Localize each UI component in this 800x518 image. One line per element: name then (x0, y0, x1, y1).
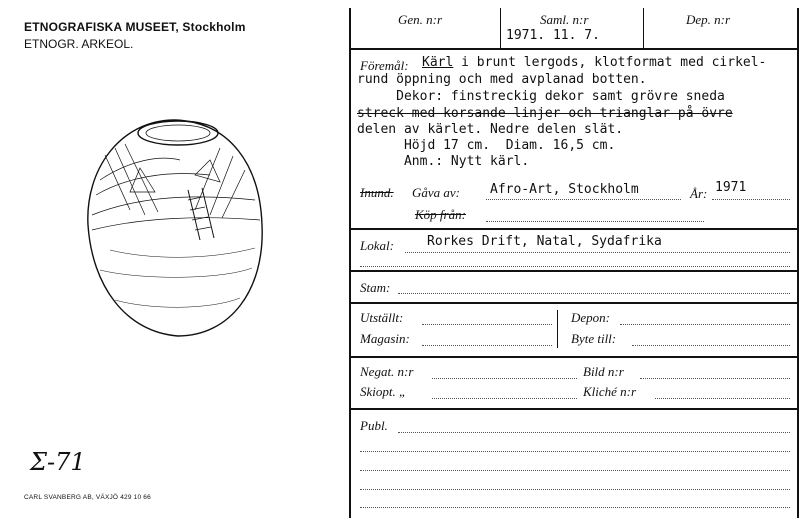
negat-dots (432, 378, 577, 379)
magasin-label: Magasin: (360, 331, 410, 346)
lokal-dots-1 (405, 252, 790, 253)
foremal-line-4: delen av kärlet. Nedre delen slät. (357, 122, 624, 137)
foremal-line-5: Höjd 17 cm. Diam. 16,5 cm. (357, 138, 616, 153)
stam-label: Stam: (360, 280, 391, 295)
gava-label: Gåva av: (412, 185, 461, 200)
saml-nr-label: Saml. n:r (540, 12, 589, 27)
gava-value: Afro-Art, Stockholm (490, 182, 639, 197)
depon-dots (620, 324, 790, 325)
lokal-label: Lokal: (360, 238, 394, 253)
foremal-line-1: rund öppning och med avplanad botten. (357, 72, 647, 87)
utstallt-dots (422, 324, 552, 325)
byte-dots (632, 345, 790, 346)
kop-dots (486, 221, 704, 222)
publ-label: Publ. (360, 418, 388, 433)
magasin-dots (422, 345, 552, 346)
printer-imprint: CARL SVANBERG AB, VÄXJÖ 429 10 66 (24, 494, 151, 501)
foremal-label: Föremål: (360, 58, 409, 73)
skiopt-dots (432, 398, 577, 399)
foremal-first-word: Kärl (422, 55, 454, 70)
depon-label: Depon: (571, 310, 610, 325)
vessel-outline (88, 120, 262, 336)
ar-value: 1971 (715, 180, 747, 195)
foremal-line-0 (422, 55, 766, 70)
top-divider-2 (643, 8, 644, 48)
skiopt-label: Skiopt. „ (360, 384, 407, 399)
lokal-dots-2 (360, 266, 790, 267)
publ-dots-2 (360, 451, 790, 452)
foremal-line-0-text: i brunt lergods, klotformat med cirkel- (453, 55, 767, 70)
bild-dots (640, 378, 790, 379)
storage-divider (557, 310, 558, 348)
divider-photos (349, 408, 799, 410)
publ-dots-4 (360, 489, 790, 490)
vessel-drawing (70, 100, 280, 350)
divider-storage (349, 356, 799, 358)
inund-label-struck: Inund. (360, 185, 394, 200)
museum-name: ETNOGRAFISKA MUSEET, Stockholm (24, 20, 246, 34)
department-name: ETNOGR. ARKEOL. (24, 37, 134, 51)
ar-label: År: (690, 186, 708, 201)
top-divider-1 (500, 8, 501, 48)
foremal-line-2: Dekor: finstreckig dekor samt grövre sneda (357, 89, 725, 104)
stam-dots (398, 293, 790, 294)
byte-label: Byte till: (571, 331, 617, 346)
handwritten-mark: Σ-71 (30, 448, 86, 476)
vessel-decoration (92, 144, 260, 307)
divider-lokal (349, 270, 799, 272)
gen-nr-label: Gen. n:r (398, 12, 443, 27)
kop-label-struck: Köp från: (415, 207, 466, 222)
gava-dots (486, 199, 681, 200)
card-right-border (797, 8, 799, 518)
publ-dots-3 (360, 470, 790, 471)
divider-acq (349, 228, 799, 230)
saml-nr-value: 1971. 11. 7. (506, 28, 600, 43)
foremal-line-3: streck med korsande linjer och trianglar på övre (357, 106, 733, 121)
publ-dots-1 (398, 432, 790, 433)
lokal-value: Rorkes Drift, Natal, Sydafrika (427, 234, 662, 249)
dep-nr-label: Dep. n:r (686, 12, 731, 27)
cliche-dots (655, 398, 790, 399)
utstallt-label: Utställt: (360, 310, 404, 325)
publ-dots-5 (360, 507, 790, 508)
cliche-label: Kliché n:r (583, 384, 637, 399)
bild-label: Bild n:r (583, 364, 624, 379)
divider-top (349, 48, 799, 50)
ar-dots (712, 199, 790, 200)
divider-stam (349, 302, 799, 304)
card-left-border (349, 8, 351, 518)
foremal-line-6: Anm.: Nytt kärl. (357, 154, 530, 169)
negat-label: Negat. n:r (360, 364, 414, 379)
